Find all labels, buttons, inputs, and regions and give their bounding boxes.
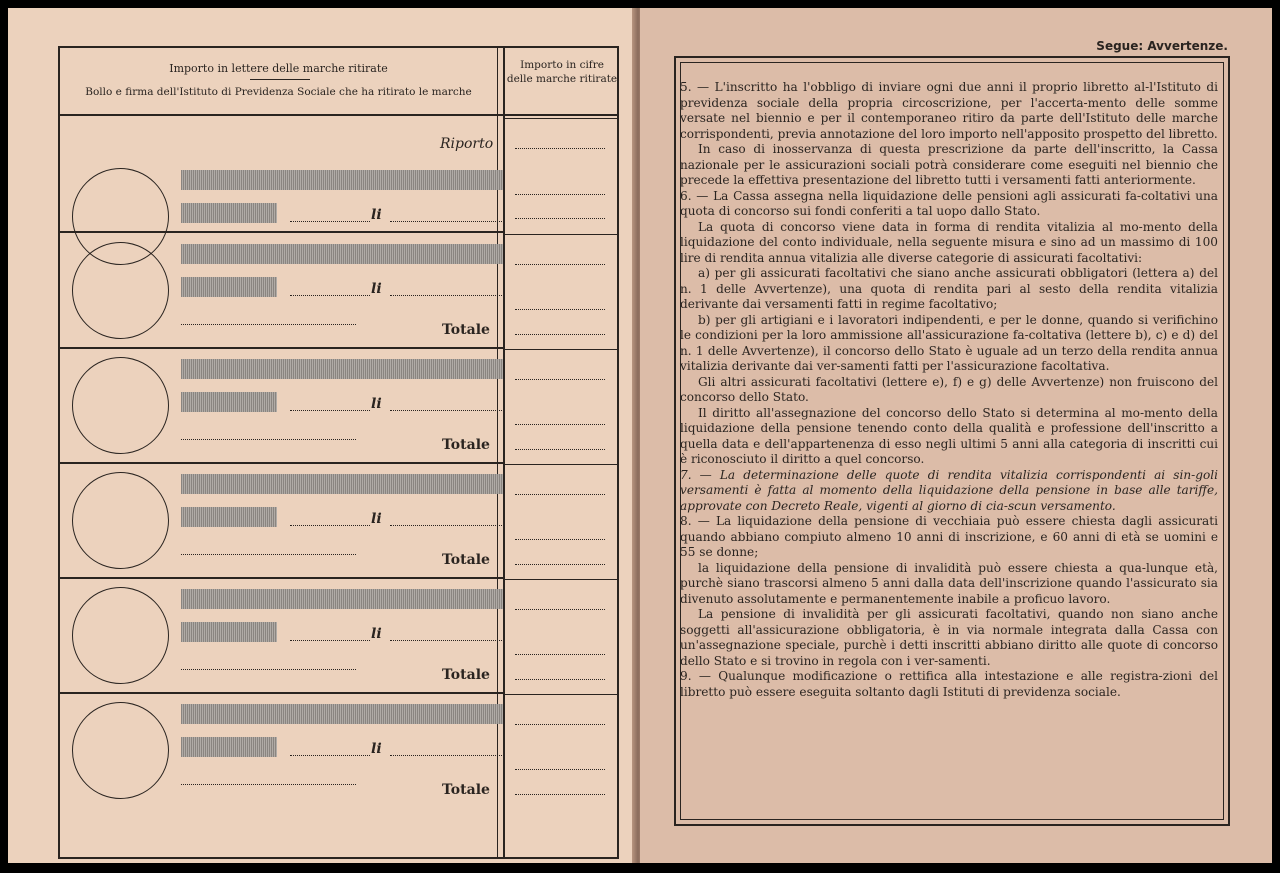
cifre-dotted-line: [515, 679, 605, 680]
cifre-dotted-line: [515, 424, 605, 425]
stamp-bar: [181, 507, 277, 527]
item-6-b: b) per gli artigiani e i lavoratori indipendenti, e per le donne, quando si verifichino le condizioni per la loro ammissione all'assicurazione fa-coltativa (lettere b), c) e d) del n. 1 delle Avvertenze), il concorso dello Stato è uguale ad un terzo della rendita annua vitalizia derivante dai ver-samenti fatti per l'assicurazione facoltativa.: [680, 312, 1218, 373]
stamp-circle: [72, 702, 169, 799]
li-label: li: [371, 396, 382, 412]
li-label: li: [371, 626, 382, 642]
right-page: [640, 8, 1272, 863]
dotted-line: [390, 640, 502, 641]
totale-label: Totale: [442, 322, 490, 338]
item-9: 9. — Qualunque modificazione o rettifica alla intestazione e alle registra-zioni del libretto può essere eseguita soltanto dagli Istituti di previdenza sociale.: [680, 669, 1218, 699]
cifre-cell-rule: [505, 579, 617, 580]
stamp-bar: [181, 392, 277, 412]
cifre-cell-rule: [505, 464, 617, 465]
form-row: [60, 694, 503, 814]
cifre-dotted-line: [515, 564, 605, 565]
stamp-bar: [181, 170, 503, 190]
cifre-dotted-line: [515, 379, 605, 380]
avvertenze-text: [680, 80, 1218, 700]
cifre-dotted-line: [515, 449, 605, 450]
header-rule: [60, 114, 617, 116]
dotted-line: [290, 525, 370, 526]
cifre-dotted-line: [515, 334, 605, 335]
item-7: 7. — La determinazione delle quote di rendita vitalizia corrispondenti ai sin-goli versamenti è fatta al momento della liquidazione della pensione in base alle tariffe, approvate con Decreto Reale, vigenti al giorno di cia-scun versamento.: [680, 467, 1218, 513]
stamp-bar: [181, 737, 277, 757]
item-5-para: In caso di inosservanza di questa prescrizione da parte dell'inscritto, la Cassa nazionale per le assicurazioni sociali potrà considerare come eseguiti nel biennio che precede la effettiva presentazione del libretto tutti i versamenti fatti anteriormente.: [680, 142, 1218, 187]
stamp-bar: [181, 359, 503, 379]
stamp-bar: [181, 622, 277, 642]
stamp-circle: [72, 357, 169, 454]
header-importo-lettere: Importo in lettere delle marche ritirate: [169, 62, 388, 75]
cifre-dotted-line: [515, 194, 605, 195]
stamp-bar: [181, 244, 503, 264]
dotted-line: [290, 221, 370, 222]
cifre-cell-rule: [505, 694, 617, 695]
cifre-dotted-line: [515, 494, 605, 495]
li-label: li: [371, 511, 382, 527]
cifre-dotted-line: [515, 654, 605, 655]
column-rule: [503, 48, 505, 857]
dotted-line: [181, 554, 356, 555]
cifre-dotted-line: [515, 218, 605, 219]
dotted-line: [290, 755, 370, 756]
item-6-para: Gli altri assicurati facoltativi (lettere e), f) e g) delle Avvertenze) non fruiscono del concorso dello Stato.: [680, 374, 1218, 404]
cifre-cell-rule: [505, 234, 617, 235]
dotted-line: [290, 640, 370, 641]
header-divider: [250, 79, 310, 80]
dotted-line: [390, 525, 502, 526]
item-8-para: La pensione di invalidità per gli assicurati facoltativi, quando non siano anche soggetti all'assicurazione obbligatoria, è in via normale integrata dalla Cassa con un'assegnazione speciale, purchè i detti inscritti abbiano diritto alle quote di concorso dello Stato e si trovino in regola con i ver-samenti.: [680, 607, 1218, 668]
stamp-bar: [181, 203, 277, 223]
dotted-line: [181, 324, 356, 325]
li-label: li: [371, 207, 382, 223]
form-row: [60, 579, 503, 694]
form-row: [60, 464, 503, 579]
dotted-line: [181, 439, 356, 440]
stamp-bar: [181, 704, 503, 724]
dotted-line: [390, 295, 502, 296]
dotted-line: [290, 295, 370, 296]
item-8-para: la liquidazione della pensione di invalidità può essere chiesta a qua-lunque età, purchè siano trascorsi almeno 5 anni dalla data dell'inscrizione quando l'assicurato sia divenuto assolutamente e permanentemente inabile a proficuo lavoro.: [680, 560, 1218, 606]
item-6-para: La quota di concorso viene data in forma di rendita vitalizia al mo-mento della liquidazione del conto individuale, nella seguente misura e sino ad un massimo di 100 lire di rendita annua vitalizia alle diverse categorie di assicurati facoltativi:: [680, 219, 1218, 265]
form-row: [60, 234, 503, 349]
totale-label: Totale: [442, 667, 490, 683]
stamp-bar: [181, 474, 503, 494]
stamp-circle: [72, 587, 169, 684]
cifre-dotted-line: [515, 794, 605, 795]
header-bollo-firma: Bollo e firma dell'Istituto di Previdenza Sociale che ha ritirato le marche: [85, 86, 472, 98]
left-page: [8, 8, 636, 863]
li-label: li: [371, 281, 382, 297]
dotted-line: [181, 784, 356, 785]
marche-form: [58, 46, 619, 859]
cifre-cell-rule: [505, 349, 617, 350]
cifre-dotted-line: [515, 724, 605, 725]
dotted-line: [390, 221, 502, 222]
item-8: 8. — La liquidazione della pensione di vecchiaia può essere chiesta dagli assicurati quando abbiano compiuto almeno 10 anni di inscrizione, e 60 anni di età se uomini e 55 se donne;: [680, 514, 1218, 559]
dotted-line: [290, 410, 370, 411]
item-6-para: Il diritto all'assegnazione del concorso dello Stato si determina al mo-mento della liquidazione della pensione tenendo conto della qualità e professione dell'inscritto a quella data e dell'appartenenza di esso negli ultimi 5 anni alla categoria di inscritti cui è riconosciuto il diritto a quel concorso.: [680, 405, 1218, 466]
form-row: [60, 118, 503, 233]
cifre-dotted-line: [515, 769, 605, 770]
stamp-bar: [181, 589, 503, 609]
riporto-label: Riporto: [440, 136, 494, 152]
totale-label: Totale: [442, 552, 490, 568]
totale-label: Totale: [442, 437, 490, 453]
dotted-line: [181, 669, 356, 670]
cifre-dotted-line: [515, 148, 605, 149]
header-importo-cifre: Importo in cifre delle marche ritirate: [506, 59, 618, 85]
stamp-bar: [181, 277, 277, 297]
cifre-dotted-line: [515, 309, 605, 310]
dotted-line: [390, 755, 502, 756]
stamp-circle: [72, 472, 169, 569]
item-6-a: a) per gli assicurati facoltativi che siano anche assicurati obbligatori (lettera a) del n. 1 delle Avvertenze), una quota di rendita pari al sesto della rendita vitalizia derivante dai versamenti fatti in regime facoltativo;: [680, 266, 1218, 311]
cifre-dotted-line: [515, 609, 605, 610]
cifre-dotted-line: [515, 539, 605, 540]
form-row: [60, 349, 503, 464]
item-6: 6. — La Cassa assegna nella liquidazione delle pensioni agli assicurati fa-coltativi una quota di concorso sui fondi conferiti a tal uopo dallo Stato.: [680, 188, 1218, 218]
stamp-circle: [72, 242, 169, 339]
running-head: Segue: Avvertenze.: [1096, 39, 1228, 53]
totale-label: Totale: [442, 782, 490, 798]
cifre-cell-rule: [505, 118, 617, 119]
item-5: 5. — L'inscritto ha l'obbligo di inviare ogni due anni il proprio libretto al-l'Istituto di previdenza sociale della propria circoscrizione, per l'accerta-mento delle somme versate nel biennio e per il contemporaneo ritiro da parte dell'Istituto delle marche corrispondenti, previa annotazione del loro importo nell'apposito prospetto del libretto.: [680, 80, 1218, 141]
dotted-line: [390, 410, 502, 411]
li-label: li: [371, 741, 382, 757]
cifre-dotted-line: [515, 264, 605, 265]
